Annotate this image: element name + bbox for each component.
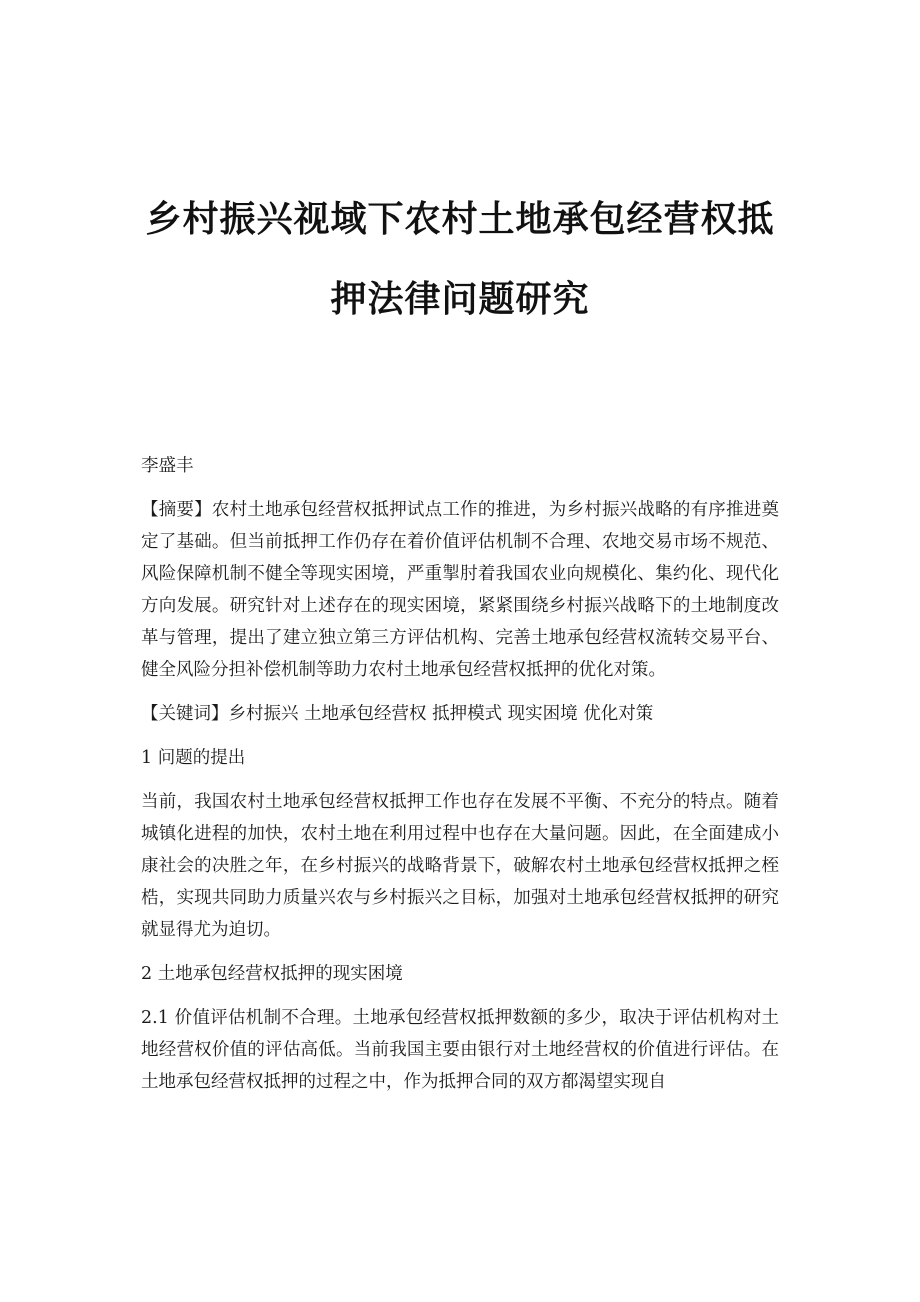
author-name: 李盛丰 [141,456,194,476]
section-1-heading: 1 问题的提出 [141,748,246,768]
keywords-line: 【关键词】乡村振兴 土地承包经营权 抵押模式 现实困境 优化对策 [141,704,654,724]
abstract-paragraph: 【摘要】农村土地承包经营权抵押试点工作的推进，为乡村振兴战略的有序推进奠定了基础。但当前抵押工作仍存在着价值评估机制不合理、农地交易市场不规范、风险保障机制不健全等现实困境，严重掣肘着我国农业向规模化、集约化、现代化方向发展。研究针对上述存在的现实困境，紧紧围绕乡村振兴战略下的土地制度改革与管理，提出了建立独立第三方评估机构、完善土地承包经营权流转交易平台、健全风险分担补偿机制等助力农村土地承包经营权抵押的优化对策。 [141,500,779,680]
section-2-heading: 2 土地承包经营权抵押的现实困境 [141,964,403,984]
page-title [100,180,820,340]
title-line-1: 乡村振兴视域下农村土地承包经营权抵 [145,199,775,240]
document-body [141,450,779,1110]
section-2-1-paragraph: 2.1 价值评估机制不合理。土地承包经营权抵押数额的多少，取决于评估机构对土地经营权价值的评估高低。当前我国主要由银行对土地经营权的价值进行评估。在土地承包经营权抵押的过程之中，作为抵押合同的双方都渴望实现自 [141,1008,779,1092]
title-line-2: 押法律问题研究 [330,279,590,320]
section-1-paragraph: 当前，我国农村土地承包经营权抵押工作也存在发展不平衡、不充分的特点。随着城镇化进程的加快，农村土地在利用过程中也存在大量问题。因此，在全面建成小康社会的决胜之年，在乡村振兴的战略背景下，破解农村土地承包经营权抵押之桎梏，实现共同助力质量兴农与乡村振兴之目标，加强对土地承包经营权抵押的研究就显得尤为迫切。 [141,792,779,940]
